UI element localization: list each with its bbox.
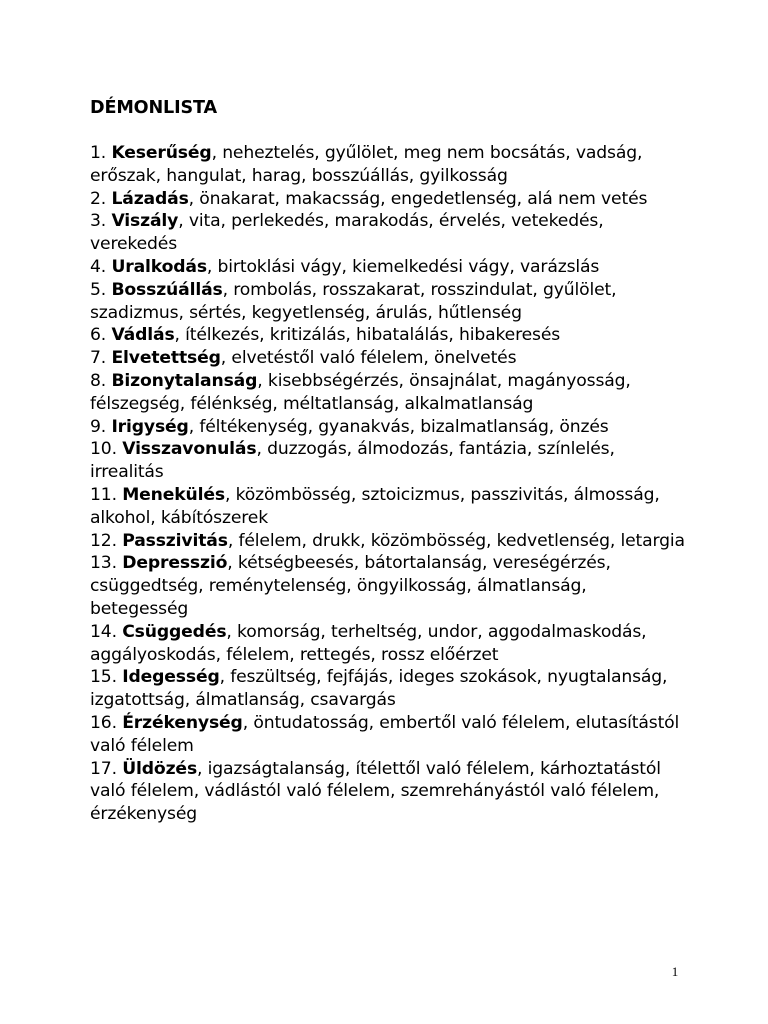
document-title: DÉMONLISTA (90, 98, 217, 118)
list-item (90, 347, 690, 370)
list-item-number: 6. (90, 325, 107, 346)
list-item (90, 210, 690, 256)
list-item-description: , önakarat, makacsság, engedetlenség, alá nem vetés (188, 188, 648, 209)
list-item (90, 370, 690, 416)
list-item-number: 8. (90, 370, 107, 391)
list-item (90, 324, 690, 347)
list-item (90, 712, 690, 758)
list-item-number: 9. (90, 416, 107, 437)
demon-list (90, 142, 690, 826)
list-item-term: Viszály (111, 211, 179, 232)
list-item-number: 11. (90, 484, 117, 505)
list-item-term: Bizonytalanság (111, 370, 258, 391)
list-item-term: Irigység (111, 416, 189, 437)
list-item (90, 621, 690, 667)
list-item-term: Keserűség (111, 143, 212, 163)
list-item-number: 14. (90, 621, 117, 642)
list-item-description: , feszültség, fejfájás, ideges szokások, nyugtalanság, izgatottság, álmatlanság, csavargás (90, 667, 668, 711)
list-item-term: Passzivitás (122, 530, 228, 551)
list-item-number: 1. (90, 143, 107, 163)
list-item-number: 7. (90, 348, 107, 369)
list-item-term: Érzékenység (122, 712, 243, 733)
list-item-term: Idegesség (122, 667, 220, 688)
page-number: 1 (671, 964, 679, 979)
list-item-number: 10. (90, 439, 117, 460)
list-item (90, 256, 690, 279)
list-item-description: , birtoklási vágy, kiemelkedési vágy, varázslás (206, 256, 600, 277)
list-item-description: , vita, perlekedés, marakodás, érvelés, vetekedés, verekedés (90, 211, 604, 255)
list-item-term: Bosszúállás (111, 279, 223, 300)
list-item (90, 530, 690, 553)
list-item-description: , ítélkezés, kritizálás, hibatalálás, hibakeresés (174, 325, 561, 346)
list-item-description: , elvetéstől való félelem, önelvetés (220, 348, 517, 369)
list-item-number: 15. (90, 667, 117, 688)
list-item-number: 16. (90, 712, 117, 733)
list-item-number: 4. (90, 256, 107, 277)
list-item (90, 188, 690, 211)
list-item (90, 666, 690, 712)
list-item-number: 17. (90, 758, 117, 779)
list-item (90, 279, 690, 325)
list-item-number: 12. (90, 530, 117, 551)
list-item-term: Menekülés (122, 484, 225, 505)
list-item-description: , neheztelés, gyűlölet, meg nem bocsátás, vadság, erőszak, hangulat, harag, bosszúállás, gyilkosság (90, 143, 643, 186)
list-item-number: 13. (90, 553, 117, 574)
list-item-term: Uralkodás (111, 256, 207, 277)
list-item-description: , komorság, terheltség, undor, aggodalmaskodás, aggályoskodás, félelem, rettegés, rossz előérzet (90, 621, 647, 665)
list-item (90, 758, 690, 826)
list-item-description: , közömbösség, sztoicizmus, passzivitás, álmosság, alkohol, kábítószerek (90, 484, 660, 528)
list-item-description: , félelem, drukk, közömbösség, kedvetlenség, letargia (227, 530, 685, 551)
list-item-term: Üldözés (122, 758, 198, 779)
list-item-term: Elvetettség (111, 348, 221, 369)
document-body (90, 97, 690, 826)
list-item-number: 5. (90, 279, 107, 300)
list-item-description: , duzzogás, álmodozás, fantázia, színlelés, irrealitás (90, 439, 615, 483)
list-item (90, 484, 690, 530)
list-item-description: , féltékenység, gyanakvás, bizalmatlanság, önzés (188, 416, 609, 437)
list-item-description: , kisebbségérzés, önsajnálat, magányosság, félszegség, félénkség, méltatlanság, alkalmatlanság (90, 370, 631, 414)
list-item-description: , igazságtalanság, ítélettől való félelem, kárhoztatástól való félelem, vádlástól való félelem, szemrehányástól való félelem, érzékenység (90, 758, 661, 825)
list-item-description: , kétségbeesés, bátortalanság, vereségérzés, csüggedtség, reménytelenség, öngyilkosság, álmatlanság, betegesség (90, 553, 611, 619)
list-item-number: 2. (90, 188, 107, 209)
list-item (90, 552, 690, 620)
list-item-description: , rombolás, rosszakarat, rosszindulat, gyűlölet, szadizmus, sértés, kegyetlenség, árulás, hűtlenség (90, 279, 617, 323)
list-item-term: Vádlás (111, 325, 175, 346)
list-item-term: Depresszió (122, 553, 228, 574)
list-item (90, 438, 690, 484)
list-item-number: 3. (90, 211, 107, 232)
list-item-description: , öntudatosság, embertől való félelem, elutasítástól való félelem (90, 712, 680, 756)
list-item-term: Csüggedés (122, 621, 227, 642)
list-item (90, 416, 690, 439)
list-item-term: Visszavonulás (122, 439, 257, 460)
list-item (90, 142, 690, 188)
list-item-term: Lázadás (111, 188, 189, 209)
